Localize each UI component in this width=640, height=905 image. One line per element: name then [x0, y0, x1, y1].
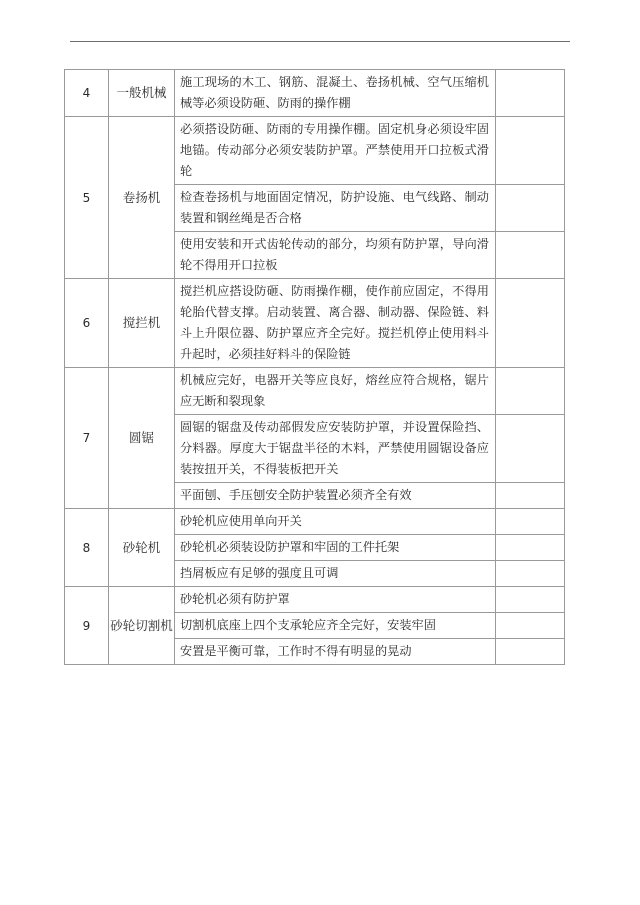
item-name: 搅拦机 [109, 279, 175, 368]
requirement-cell: 挡屑板应有足够的强度且可调 [175, 561, 496, 587]
result-cell [496, 561, 565, 587]
item-number: 5 [65, 117, 109, 279]
requirement-cell: 平面刨、手压刨安全防护装置必须齐全有效 [175, 483, 496, 509]
requirement-cell: 砂轮机应使用单向开关 [175, 509, 496, 535]
requirement-cell: 必须搭设防砸、防雨的专用操作棚。固定机身必须设牢固地锚。传动部分必须安装防护罩。严禁使用开口拉板式滑轮 [175, 117, 496, 185]
requirement-cell: 砂轮机必须装设防护罩和牢固的工件托架 [175, 535, 496, 561]
item-name: 一般机械 [109, 70, 175, 117]
result-cell [496, 70, 565, 117]
item-number: 6 [65, 279, 109, 368]
result-cell [496, 613, 565, 639]
result-cell [496, 535, 565, 561]
requirement-cell: 施工现场的木工、钢筋、混凝土、卷扬机械、空气压缩机械等必须设防砸、防雨的操作棚 [175, 70, 496, 117]
item-name: 卷扬机 [109, 117, 175, 279]
requirement-cell: 砂轮机必须有防护罩 [175, 587, 496, 613]
result-cell [496, 509, 565, 535]
result-cell [496, 232, 565, 279]
table-row [65, 70, 565, 117]
item-name: 砂轮切割机 [109, 587, 175, 665]
item-number: 9 [65, 587, 109, 665]
requirement-cell: 圆锯的锯盘及传动部假发应安装防护罩，并设置保险挡、分料器。厚度大于锯盘半径的木料，严禁使用圆锯设备应装按扭开关，不得装板把开关 [175, 415, 496, 483]
result-cell [496, 185, 565, 232]
result-cell [496, 483, 565, 509]
requirement-cell: 切割机底座上四个支承轮应齐全完好，安装牢固 [175, 613, 496, 639]
table-row [65, 509, 565, 535]
requirement-cell: 搅拦机应搭设防砸、防雨操作棚，使作前应固定，不得用轮胎代替支撑。启动装置、离合器、制动器、保险链、料斗上升限位器、防护罩应齐全完好。搅拦机停止使用料斗升起时，必须挂好料斗的保险链 [175, 279, 496, 368]
result-cell [496, 368, 565, 415]
result-cell [496, 117, 565, 185]
item-number: 8 [65, 509, 109, 587]
requirement-cell: 安置是平衡可靠，工作时不得有明显的晃动 [175, 639, 496, 665]
result-cell [496, 639, 565, 665]
result-cell [496, 587, 565, 613]
table-row [65, 368, 565, 415]
result-cell [496, 415, 565, 483]
requirement-cell: 使用安装和开式齿轮传动的部分，均须有防护罩，导向滑轮不得用开口拉板 [175, 232, 496, 279]
header-rule [70, 41, 570, 42]
item-name: 圆锯 [109, 368, 175, 509]
requirement-cell: 机械应完好，电器开关等应良好，熔丝应符合规格，锯片应无断和裂现象 [175, 368, 496, 415]
item-name: 砂轮机 [109, 509, 175, 587]
item-number: 4 [65, 70, 109, 117]
table-row [65, 117, 565, 185]
result-cell [496, 279, 565, 368]
table-row [65, 279, 565, 368]
table-row [65, 587, 565, 613]
item-number: 7 [65, 368, 109, 509]
requirement-cell: 检查卷扬机与地面固定情况，防护设施、电气线路、制动装置和钢丝绳是否合格 [175, 185, 496, 232]
safety-inspection-table [64, 69, 565, 665]
